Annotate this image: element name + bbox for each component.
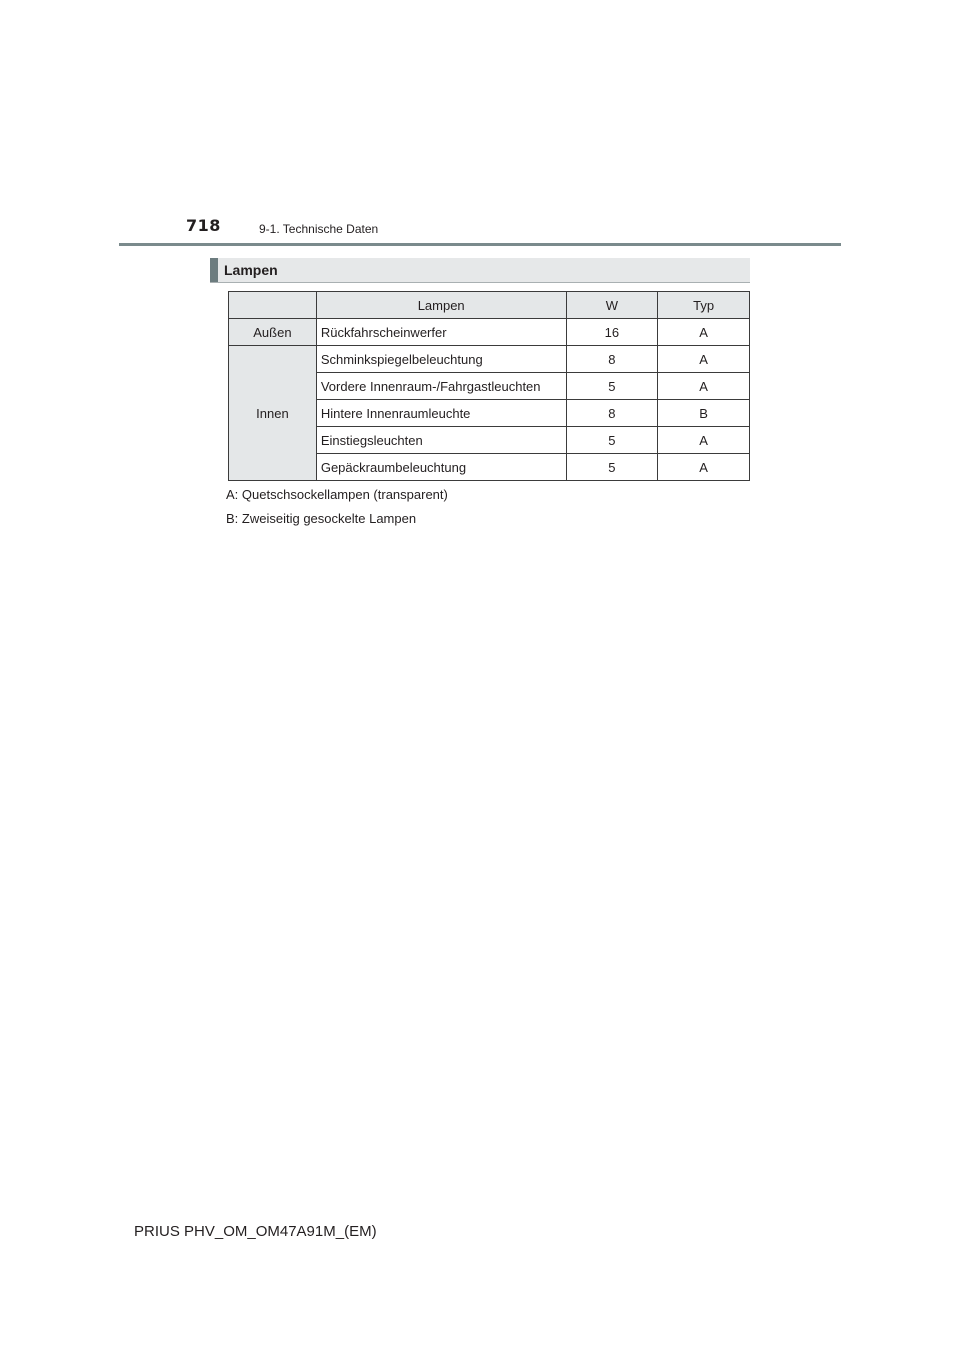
type-cell: A [658,454,750,481]
header-cell-type: Typ [658,292,750,319]
header-cell-watt: W [566,292,658,319]
type-cell: A [658,319,750,346]
type-cell: A [658,346,750,373]
lamp-spec-table [228,291,750,481]
footnote-text: Zweiseitig gesockelte Lampen [241,511,417,526]
lamp-cell: Rückfahrscheinwerfer [316,319,566,346]
watt-cell: 16 [566,319,658,346]
footnote-text: Quetschsockellampen (transparent) [241,487,448,502]
header-cell-lamp: Lampen [316,292,566,319]
footnote-b [226,511,416,526]
watt-cell: 5 [566,454,658,481]
table-row [229,319,750,346]
watt-cell: 5 [566,373,658,400]
section-heading-bar [210,258,750,283]
watt-cell: 8 [566,346,658,373]
location-cell: Außen [229,319,317,346]
document-code: PRIUS PHV_OM_OM47A91M_(EM) [134,1223,377,1240]
section-heading: Lampen [224,262,278,278]
header-divider [119,243,841,246]
watt-cell: 5 [566,427,658,454]
type-cell: B [658,400,750,427]
table-header-row [229,292,750,319]
footnote-key: B: [226,511,239,526]
footnote-a [226,487,448,502]
heading-accent [210,258,218,282]
lamp-cell: Hintere Innenraumleuchte [316,400,566,427]
lamp-cell: Einstiegsleuchten [316,427,566,454]
watt-cell: 8 [566,400,658,427]
type-cell: A [658,373,750,400]
type-cell: A [658,427,750,454]
table-row [229,346,750,373]
location-cell: Innen [229,346,317,481]
lamp-cell: Vordere Innenraum-/Fahrgastleuchten [316,373,566,400]
lamp-cell: Schminkspiegelbeleuchtung [316,346,566,373]
lamp-cell: Gepäckraumbeleuchtung [316,454,566,481]
footnote-key: A: [226,487,239,502]
section-title: 9-1. Technische Daten [259,222,379,236]
header-cell-location [229,292,317,319]
page-number: 718 [186,216,221,235]
